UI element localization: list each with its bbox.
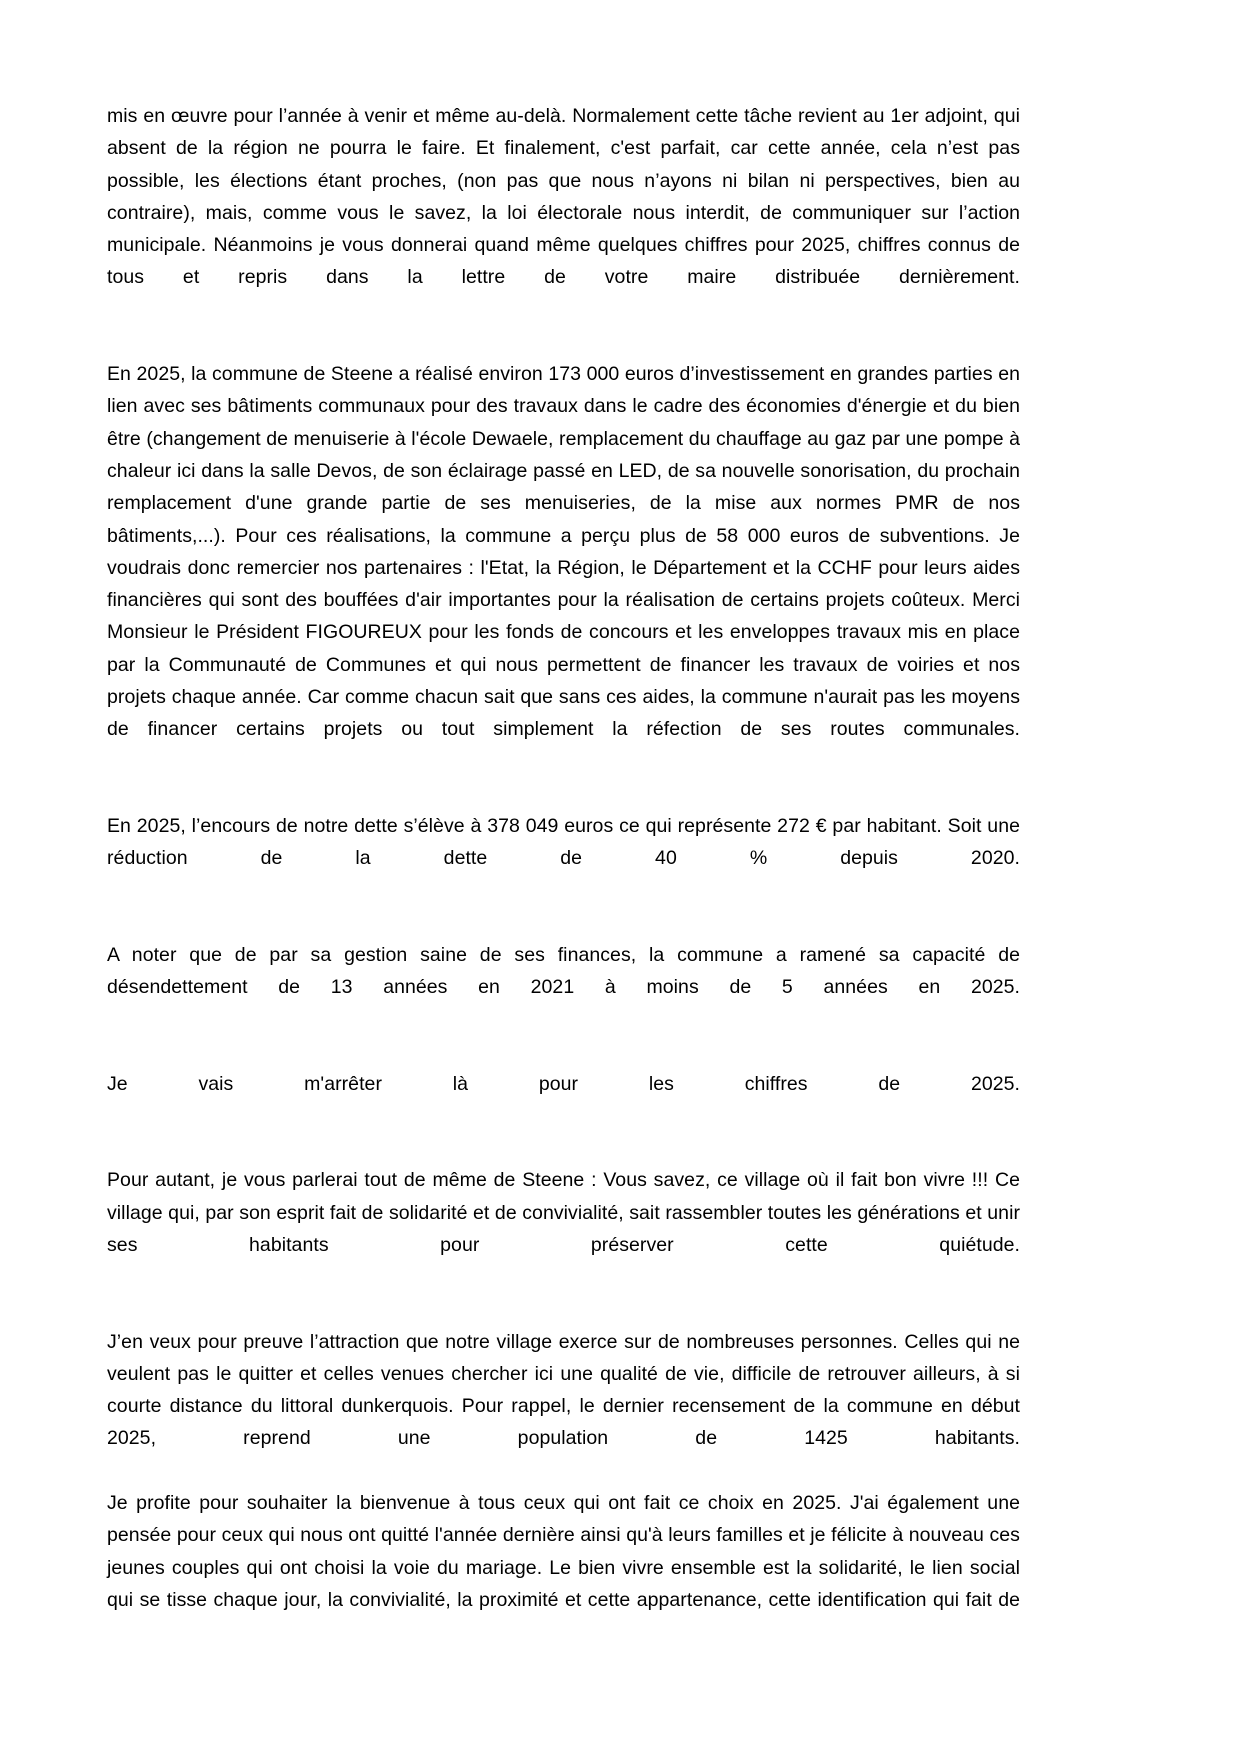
paragraph-6: Pour autant, je vous parlerai tout de même de Steene : Vous savez, ce village où il fait bon vivre !!! Ce village qui, par son esprit fait de solidarité et de convivialité, sait rassembler toutes les générations et unir ses habitants pour préserver cette quiétude. — [107, 1169, 1020, 1256]
paragraph-1: mis en œuvre pour l’année à venir et même au-delà. Normalement cette tâche revient au 1er adjoint, qui absent de la région ne pourra le faire. Et finalement, c'est parfait, car cette année, cela n’est pas possible, les élections étant proches, (non pas que nous n’ayons ni bilan ni perspectives, bien au contraire), mais, comme vous le savez, la loi électorale nous interdit, de communiquer sur l’action municipale. Néanmoins je vous donnerai quand même quelques chiffres pour 2025, chiffres connus de tous et repris dans la lettre de votre maire distribuée dernièrement. — [107, 105, 1020, 289]
paragraph-2: En 2025, la commune de Steene a réalisé environ 173 000 euros d’investissement en grandes parties en lien avec ses bâtiments communaux pour des travaux dans le cadre des économies d'énergie et du bien être (changement de menuiserie à l'école Dewaele, remplacement du chauffage au gaz par une pompe à chaleur ici dans la salle Devos, de son éclairage passé en LED, de sa nouvelle sonorisation, du prochain remplacement d'une grande partie de ses menuiseries, de la mise aux normes PMR de nos bâtiments,...). Pour ces réalisations, la commune a perçu plus de 58 000 euros de subventions. Je voudrais donc remercier nos partenaires : l'Etat, la Région, le Département et la CCHF pour leurs aides financières qui sont des bouffées d'air importantes pour la réalisation de certains projets coûteux. Merci Monsieur le Président FIGOUREUX pour les fonds de concours et les enveloppes travaux mis en place par la Communauté de Communes et qui nous permettent de financer les travaux de voiries et nos projets chaque année. Car comme chacun sait que sans ces aides, la commune n'aurait pas les moyens de financer certains projets ou tout simplement la réfection de ses routes communales. — [107, 363, 1020, 741]
paragraph-4: A noter que de par sa gestion saine de ses finances, la commune a ramené sa capacité de désendettement de 13 années en 2021 à moins de 5 années en 2025. — [107, 943, 1020, 999]
paragraph-7: J’en veux pour preuve l’attraction que notre village exerce sur de nombreuses personnes. Celles qui ne veulent pas le quitter et celles venues chercher ici une qualité de vie, difficile de retrouver ailleurs, à si courte distance du littoral dunkerquois. Pour rappel, le dernier recensement de la commune en début 2025, reprend une population de 1425 habitants. — [107, 1330, 1020, 1450]
paragraph-5: Je vais m'arrêter là pour les chiffres de 2025. — [107, 1072, 1020, 1095]
paragraph-8: Je profite pour souhaiter la bienvenue à tous ceux qui ont fait ce choix en 2025. J'ai également une pensée pour ceux qui nous ont quitté l'année dernière ainsi qu'à leurs familles et je félicite à nouveau ces jeunes couples qui ont choisi la voie du mariage. Le bien vivre ensemble est la solidarité, le lien social qui se tisse chaque jour, la convivialité, la proximité et cette appartenance, cette identification qui fait de — [107, 1491, 1020, 1611]
document-body — [107, 100, 1020, 1648]
paragraph-3: En 2025, l’encours de notre dette s’élève à 378 049 euros ce qui représente 272 € par habitant. Soit une réduction de la dette de 40 % depuis 2020. — [107, 814, 1020, 870]
